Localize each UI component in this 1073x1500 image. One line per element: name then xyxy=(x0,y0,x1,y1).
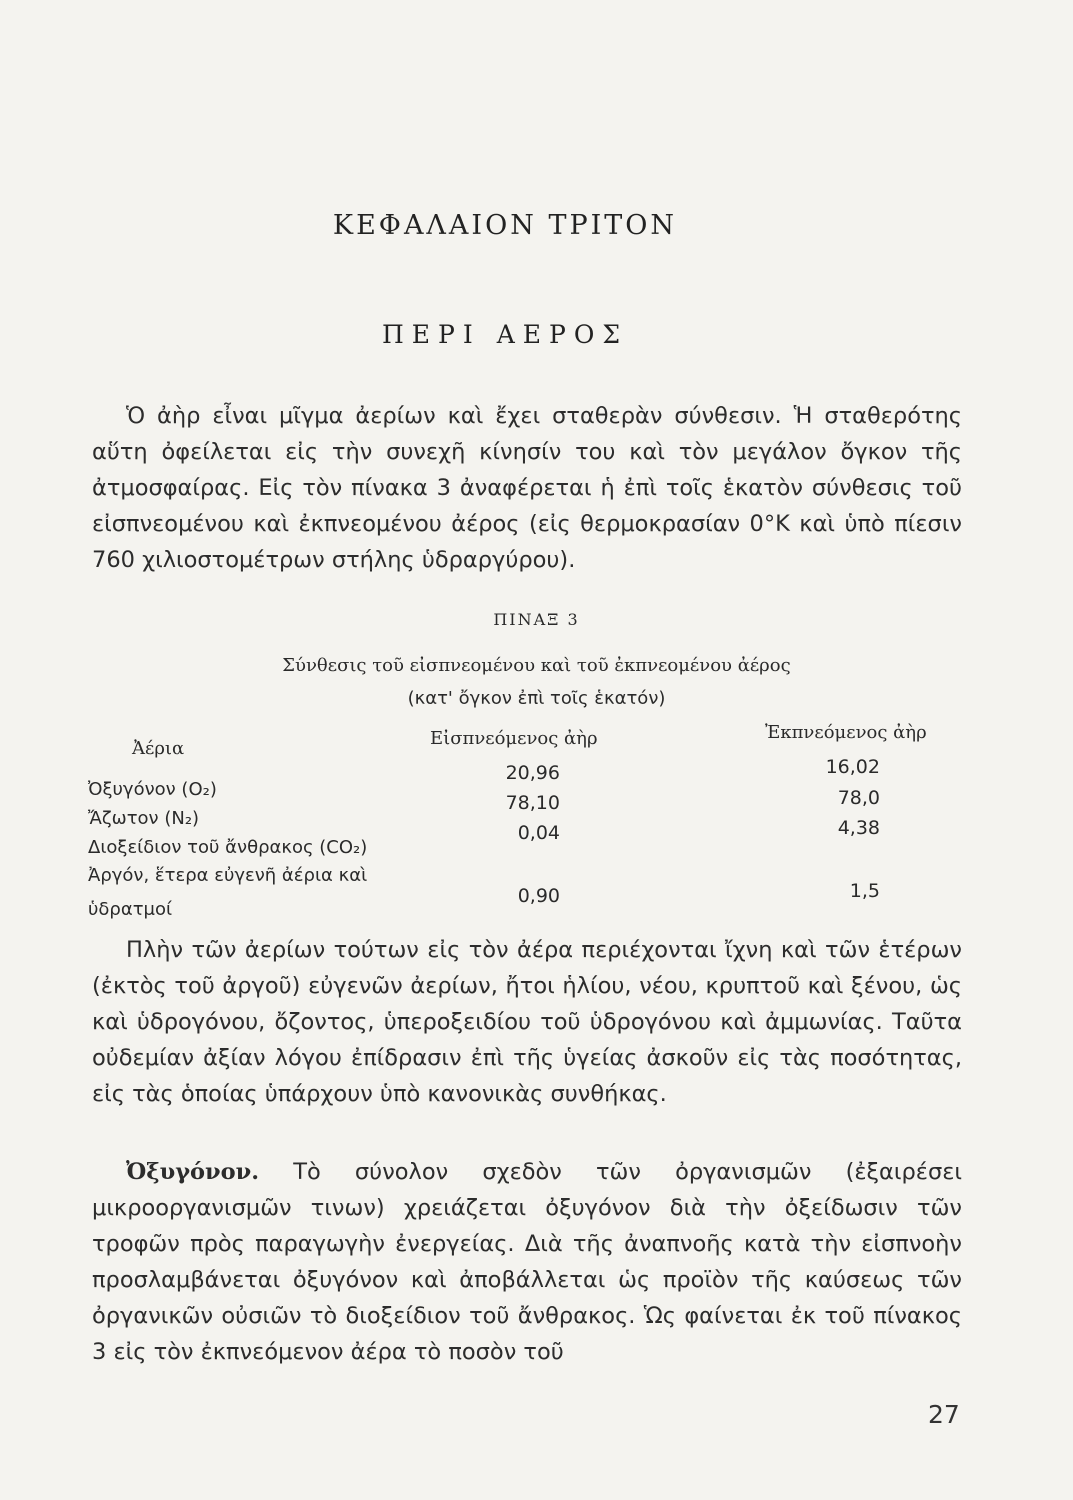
table-cell-exhaled: 16,02 xyxy=(825,756,880,778)
table-cell-inhaled: 20,96 xyxy=(505,762,560,784)
after-table-paragraph xyxy=(92,932,962,1112)
table-cell-inhaled: 0,04 xyxy=(517,822,560,844)
table-cell-inhaled: 78,10 xyxy=(505,792,560,814)
after-table-paragraph-text: Πλὴν τῶν ἀερίων τούτων εἰς τὸν ἀέρα περιέχονται ἴχνη καὶ τῶν ἑτέρων (ἐκτὸς τοῦ ἀργοῦ) εὐγενῶν ἀερίων, ἤτοι ἡλίου, νέου, κρυπτοῦ καὶ ξένου, ὡς καὶ ὑδρογόνου, ὄζοντος, ὑπεροξειδίου τοῦ ὑδρογόνου καὶ ἀμμωνίας. Ταῦτα οὐδεμίαν ἀξίαν λόγου ἐπίδρασιν ἐπὶ τῆς ὑγείας ἀσκοῦν εἰς τὰς ποσότητας, εἰς τὰς ὁποίας ὑπάρχουν ὑπὸ κανονικὰς συνθήκας. xyxy=(92,937,962,1107)
section-title: ΠΕΡΙ ΑΕΡΟΣ xyxy=(382,320,628,349)
table-subcaption: (κατ' ὄγκον ἐπὶ τοῖς ἑκατόν) xyxy=(407,688,666,709)
intro-paragraph xyxy=(92,398,962,578)
table-cell-exhaled: 4,38 xyxy=(837,817,880,839)
table-row-name-continued: ὑδρατμοί xyxy=(88,899,173,920)
oxygen-lead: Ὀξυγόνον. xyxy=(126,1159,260,1185)
table-label: ΠΙΝΑΞ 3 xyxy=(493,610,580,629)
table-header-exhaled: Ἐκπνεόμενος ἀὴρ xyxy=(765,722,927,743)
page-number: 27 xyxy=(928,1400,960,1429)
table-cell-exhaled: 78,0 xyxy=(837,787,880,809)
table-row-name: Ὀξυγόνον (O₂) xyxy=(88,779,217,800)
table-cell-inhaled: 0,90 xyxy=(517,885,560,907)
table-row-name: Ἄζωτον (N₂) xyxy=(88,808,200,829)
intro-paragraph-text: Ὁ ἀὴρ εἶναι μῖγμα ἀερίων καὶ ἔχει σταθερὰν σύνθεσιν. Ἡ σταθερότης αὕτη ὀφείλεται εἰς τὴν συνεχῆ κίνησίν του καὶ τὸν μεγάλον ὄγκον τῆς ἀτμοσφαίρας. Εἰς τὸν πίνακα 3 ἀναφέρεται ἡ ἐπὶ τοῖς ἑκατὸν σύνθεσις τοῦ εἰσπνεομένου καὶ ἐκπνεομένου ἀέρος (εἰς θερμοκρασίαν 0°Κ καὶ ὑπὸ πίεσιν 760 χιλιοστομέτρων στήλης ὑδραργύρου). xyxy=(92,403,962,573)
table-row-name: Διοξείδιον τοῦ ἄνθρακος (CO₂) xyxy=(88,837,368,858)
table-header-inhaled: Εἰσπνεόμενος ἀὴρ xyxy=(430,728,598,749)
chapter-title: ΚΕΦΑΛΑΙΟΝ ΤΡΙΤΟΝ xyxy=(332,210,678,241)
oxygen-paragraph-text: Τὸ σύνολον σχεδὸν τῶν ὀργανισμῶν (ἐξαιρέσει μικροοργανισμῶν τινων) χρειάζεται ὀξυγόνον διὰ τὴν ὀξείδωσιν τῶν τροφῶν πρὸς παραγωγὴν ἐνεργείας. Διὰ τῆς ἀναπνοῆς κατὰ τὴν εἰσπνοὴν προσλαμβάνεται ὀξυγόνον καὶ ἀποβάλλεται ὡς προϊὸν τῆς καύσεως τῶν ὀργανικῶν οὐσιῶν τὸ διοξείδιον τοῦ ἄνθρακος. Ὡς φαίνεται ἐκ τοῦ πίνακος 3 εἰς τὸν ἐκπνεόμενον ἀέρα τὸ ποσὸν τοῦ xyxy=(92,1159,962,1365)
table-caption: Σύνθεσις τοῦ εἰσπνεομένου καὶ τοῦ ἐκπνεομένου ἀέρος xyxy=(282,655,791,676)
table-header-gases: Ἀέρια xyxy=(132,738,185,759)
table-row-name: Ἀργόν, ἕτερα εὐγενῆ ἀέρια καὶ xyxy=(88,865,368,886)
oxygen-paragraph xyxy=(92,1154,962,1370)
table-cell-exhaled: 1,5 xyxy=(849,880,880,902)
